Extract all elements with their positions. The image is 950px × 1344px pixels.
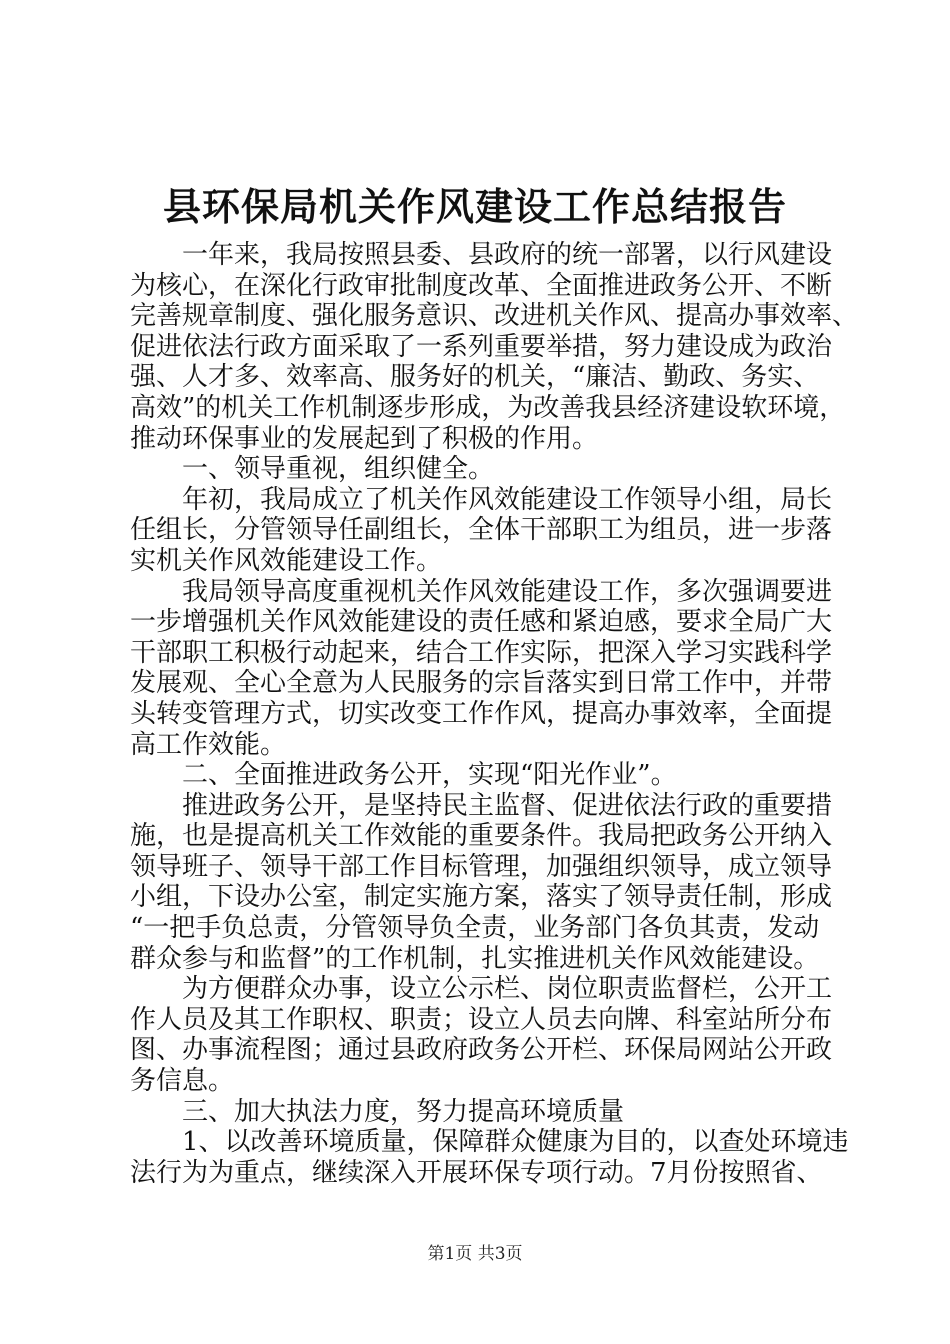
page-footer: 第1页 共3页 — [427, 1244, 523, 1264]
body-line: 头转变管理方式，切实改变工作作风，提高办事效率，全面提 — [130, 698, 833, 729]
body-line: 作人员及其工作职权、职责；设立人员去向牌、科室站所分布 — [130, 1004, 833, 1035]
document-title: 县环保局机关作风建设工作总结报告 — [162, 184, 787, 229]
body-line: 领导班子、领导干部工作目标管理，加强组织领导，成立领导 — [130, 851, 833, 882]
body-line: 1、以改善环境质量，保障群众健康为目的，以查处环境违 — [130, 1127, 849, 1158]
body-line: 务信息。 — [130, 1066, 235, 1097]
body-line: 为核心，在深化行政审批制度改革、全面推进政务公开、不断 — [130, 270, 833, 301]
body-line: 图、办事流程图；通过县政府政务公开栏、环保局网站公开政 — [130, 1035, 833, 1066]
body-line: 一步增强机关作风效能建设的责任感和紧迫感，要求全局广大 — [130, 607, 833, 638]
document-body — [130, 240, 859, 1188]
body-line: 发展观、全心全意为人民服务的宗旨落实到日常工作中，并带 — [130, 668, 833, 699]
body-line: 法行为为重点，继续深入开展环保专项行动。7月份按照省、 — [130, 1157, 823, 1188]
body-line: 我局领导高度重视机关作风效能建设工作，多次强调要进 — [130, 576, 833, 607]
body-line: 高工作效能。 — [130, 729, 287, 760]
body-line: 年初，我局成立了机关作风效能建设工作领导小组，局长 — [130, 484, 833, 515]
body-line: 干部职工积极行动起来，结合工作实际，把深入学习实践科学 — [130, 637, 833, 668]
body-line: 推动环保事业的发展起到了积极的作用。 — [130, 423, 599, 454]
body-line: 实机关作风效能建设工作。 — [130, 545, 443, 576]
body-line: “一把手负总责，分管领导负全责，业务部门各负其责，发动 — [130, 913, 820, 944]
body-line: 任组长，分管领导任副组长，全体干部职工为组员，进一步落 — [130, 515, 833, 546]
body-line: 三、加大执法力度，努力提高环境质量 — [130, 1096, 625, 1127]
body-line: 群众参与和监督”的工作机制，扎实推进机关作风效能建设。 — [130, 943, 820, 974]
body-line: 小组，下设办公室，制定实施方案，落实了领导责任制，形成 — [130, 882, 833, 913]
body-line: 促进依法行政方面采取了一系列重要举措，努力建设成为政治 — [130, 331, 833, 362]
body-line: 强、人才多、效率高、服务好的机关，“廉洁、勤政、务实、 — [130, 362, 820, 393]
body-line: 高效”的机关工作机制逐步形成，为改善我县经济建设软环境， — [130, 392, 846, 423]
body-line: 为方便群众办事，设立公示栏、岗位职责监督栏，公开工 — [130, 974, 833, 1005]
body-line: 推进政务公开，是坚持民主监督、促进依法行政的重要措 — [130, 790, 833, 821]
body-line: 完善规章制度、强化服务意识、改进机关作风、提高办事效率、 — [130, 301, 859, 332]
body-line: 二、全面推进政务公开，实现“阳光作业”。 — [130, 760, 677, 791]
body-line: 一年来，我局按照县委、县政府的统一部署，以行风建设 — [130, 240, 833, 270]
body-line: 施，也是提高机关工作效能的重要条件。我局把政务公开纳入 — [130, 821, 833, 852]
body-line: 一、领导重视，组织健全。 — [130, 454, 495, 485]
